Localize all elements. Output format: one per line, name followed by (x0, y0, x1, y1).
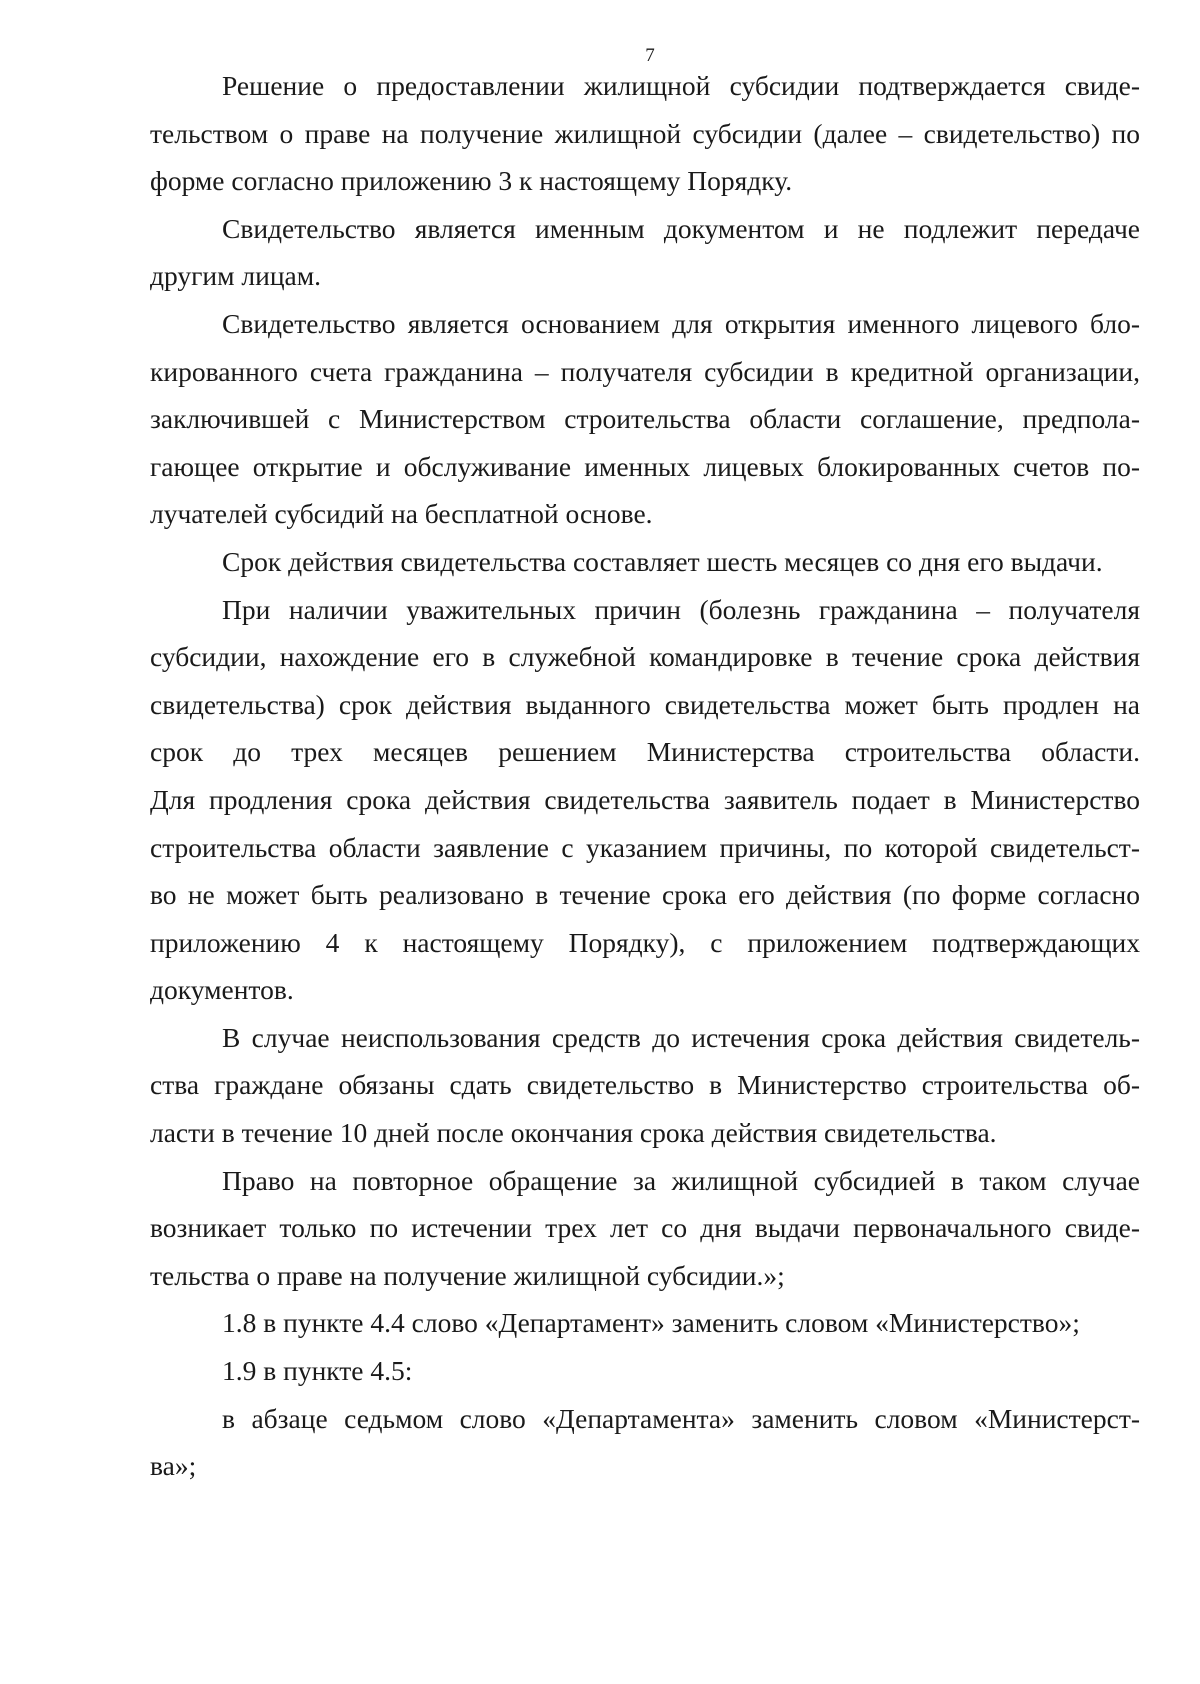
paragraph (150, 62, 1140, 205)
document-body (150, 62, 1140, 1490)
text-line: 1.9 в пункте 4.5: (222, 1355, 413, 1387)
text-line: Свидетельство является основанием для открытия именного лицевого бло- (222, 307, 1140, 339)
text-line: гающее открытие и обслуживание именных лицевых блокированных счетов по- (150, 450, 1140, 482)
page-number: 7 (645, 45, 655, 66)
text-line: ства граждане обязаны сдать свидетельство в Министерство строительства об- (150, 1069, 1140, 1101)
text-line: Срок действия свидетельства составляет шесть месяцев со дня его выдачи. (222, 545, 1103, 577)
text-line: тельства о праве на получение жилищной субсидии.»; (150, 1259, 785, 1291)
paragraph (150, 1395, 1140, 1490)
paragraph (150, 586, 1140, 1014)
text-line: лучателей субсидий на бесплатной основе. (150, 498, 653, 530)
text-line: субсидии, нахождение его в служебной командировке в течение срока действия (150, 641, 1140, 673)
paragraph (150, 1014, 1140, 1157)
text-line: При наличии уважительных причин (болезнь гражданина – получателя (222, 593, 1140, 625)
text-line: во не может быть реализовано в течение срока его действия (по форме согласно (150, 879, 1140, 911)
paragraph (150, 1157, 1140, 1300)
text-line: свидетельства) срок действия выданного свидетельства может быть продлен на (150, 688, 1140, 720)
text-line: Решение о предоставлении жилищной субсидии подтверждается свиде- (222, 70, 1140, 101)
text-line: тельством о праве на получение жилищной субсидии (далее – свидетельство) по (150, 117, 1140, 149)
paragraph (150, 538, 1140, 586)
paragraph (150, 1347, 1140, 1395)
paragraph (150, 205, 1140, 300)
text-line: строительства области заявление с указанием причины, по которой свидетельст- (150, 831, 1140, 863)
text-line: возникает только по истечении трех лет со дня выдачи первоначального свиде- (150, 1212, 1140, 1244)
text-line: приложению 4 к настоящему Порядку), с приложением подтверждающих (150, 926, 1140, 958)
text-line: ласти в течение 10 дней после окончания срока действия свидетельства. (150, 1117, 997, 1149)
text-line: ва»; (150, 1450, 197, 1482)
text-line: форме согласно приложению 3 к настоящему Порядку. (150, 165, 793, 197)
text-line: Для продления срока действия свидетельства заявитель подает в Министерство (150, 783, 1140, 815)
text-line: другим лицам. (150, 260, 322, 292)
text-line: кированного счета гражданина – получателя субсидии в кредитной организации, (150, 355, 1140, 387)
paragraph (150, 1299, 1140, 1347)
text-line: заключившей с Министерством строительства области соглашение, предпола- (150, 403, 1140, 435)
text-line: Свидетельство является именным документом и не подлежит передаче (222, 212, 1140, 244)
paragraph (150, 300, 1140, 538)
text-line: В случае неиспользования средств до истечения срока действия свидетель- (222, 1021, 1140, 1053)
text-line: срок до трех месяцев решением Министерства строительства области. (150, 736, 1140, 768)
text-line: Право на повторное обращение за жилищной субсидией в таком случае (222, 1164, 1140, 1196)
text-line: в абзаце седьмом слово «Департамента» заменить словом «Министерст- (222, 1402, 1140, 1434)
text-line: 1.8 в пункте 4.4 слово «Департамент» заменить словом «Министерство»; (222, 1307, 1080, 1339)
text-line: документов. (150, 974, 294, 1006)
